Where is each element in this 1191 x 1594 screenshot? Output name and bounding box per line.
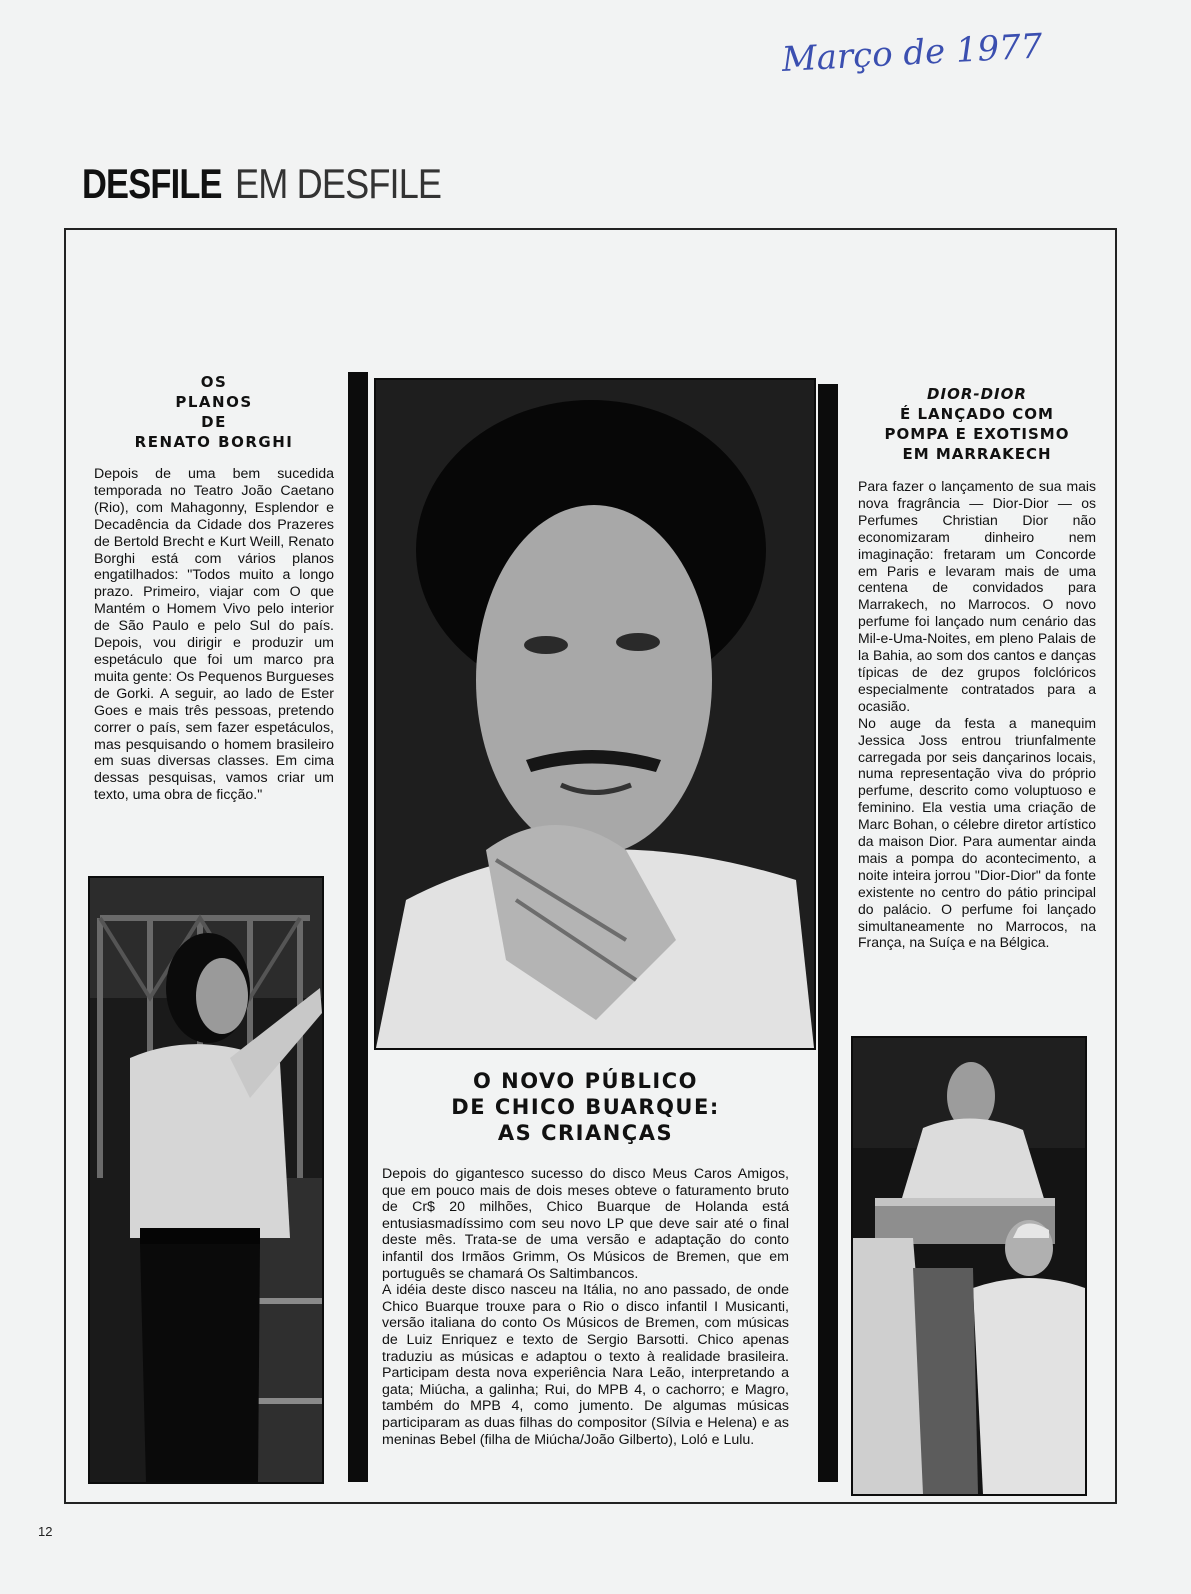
svg-text:Março de 1977: Março de 1977 — [780, 26, 1044, 81]
handwritten-date-note — [778, 10, 1044, 100]
right-article-headline-product: DIOR-DIOR — [927, 385, 1027, 403]
left-article-headline: OS PLANOS DE RENATO BORGHI — [134, 373, 294, 451]
renato-borghi-photo — [88, 876, 324, 1484]
left-article — [94, 372, 334, 804]
chico-buarque-portrait — [374, 378, 816, 1050]
column-rule-left — [348, 372, 368, 1482]
right-article-headline-rest: É LANÇADO COM POMPA E EXOTISMO EM MARRAKECH — [884, 405, 1070, 463]
page-number: 12 — [38, 1524, 53, 1539]
dior-dior-launch-photo — [851, 1036, 1087, 1496]
center-article-headline: O NOVO PÚBLICO DE CHICO BUARQUE: AS CRIANÇAS — [451, 1069, 720, 1145]
right-article — [858, 384, 1096, 951]
section-title — [82, 158, 475, 210]
left-article-body: Depois de uma bem sucedida temporada no Teatro João Caetano (Rio), com Mahagonny, Esplendor e Decadência da Cidade dos Prazeres de Bertold Brecht e Kurt Weill, Renato Borghi está com vários planos engatilhados: "Todos muito a longo prazo. Primeiro, viajar com O que Mantém o Homem Vivo pelo interior de São Paulo e pelo Sul do país. Depois, vou dirigir e produzir um espetáculo que foi um marco pra muita gente: Os Pequenos Burgueses de Gorki. A seguir, ao lado de Ester Goes e mais três pessoas, pretendo correr o país, sem fazer espetáculos, mas pesquisando o homem brasileiro em suas diversas classes. Em cima dessas pesquisas, vamos criar um texto, uma obra de ficção." — [94, 466, 334, 804]
section-title-bold: DESFILE — [82, 160, 222, 207]
right-article-body: Para fazer o lançamento de sua mais nova fragrância — Dior-Dior — os Perfumes Christian Dior não economizaram dinheiro nem imaginação: fretaram um Concorde em Paris e levaram mais de uma centena de convidados para Marrakech, no Marrocos. O novo perfume foi lançado num cenário das Mil-e-Uma-Noites, em pleno Palais de la Bahia, ao som dos cantos e danças típicas de dez grupos folclóricos especialmente contratados para a ocasião. No auge da festa a manequim Jessica Joss entrou triunfalmente carregada por seis dançarinos locais, numa representação viva do próprio perfume, descrito como voluptuoso e feminino. Ela vestia uma criação de Marc Bohan, o célebre diretor artístico da maison Dior. Para aumentar ainda mais a pompa do acontecimento, a noite inteira jorrou "Dior-Dior" da fonte existente no centro do pátio principal do palácio. O perfume foi lançado simultaneamente no Marrocos, na França, na Suíça e na Bélgica. — [858, 478, 1096, 951]
right-article-headline — [858, 384, 1096, 464]
center-article-body: Depois do gigantesco sucesso do disco Meus Caros Amigos, que em pouco mais de dois meses obteve o faturamento bruto de Cr$ 20 milhões, Chico Buarque de Holanda está entusiasmadíssimo com seu novo LP que deve sair até o final deste mês. Trata-se de uma versão e adaptação do conto infantil dos Irmãos Grimm, Os Músicos de Bremen, que em português se chamará Os Saltimbancos. A idéia deste disco nasceu na Itália, no ano passado, de onde Chico Buarque trouxe para o Rio o disco infantil I Musicanti, versão italiana do conto Os Músicos de Bremen, com músicas de Luiz Enriquez e texto de Sergio Barsotti. Chico apenas traduziu as músicas e adaptou o texto à realidade brasileira. Participam desta nova experiência Nara Leão, interpretando a gata; Miúcha, a galinha; Rui, do MPB 4, o cachorro; e Magro, também do MPB 4, como jumento. De algumas músicas participaram as duas filhas do compositor (Sílvia e Helena) e as meninas Bebel (filha de Miúcha/João Gilberto), Loló e Lulu. — [382, 1166, 789, 1448]
center-article — [382, 1068, 789, 1448]
section-title-light: EM DESFILE — [235, 160, 442, 207]
column-rule-right — [818, 384, 838, 1482]
